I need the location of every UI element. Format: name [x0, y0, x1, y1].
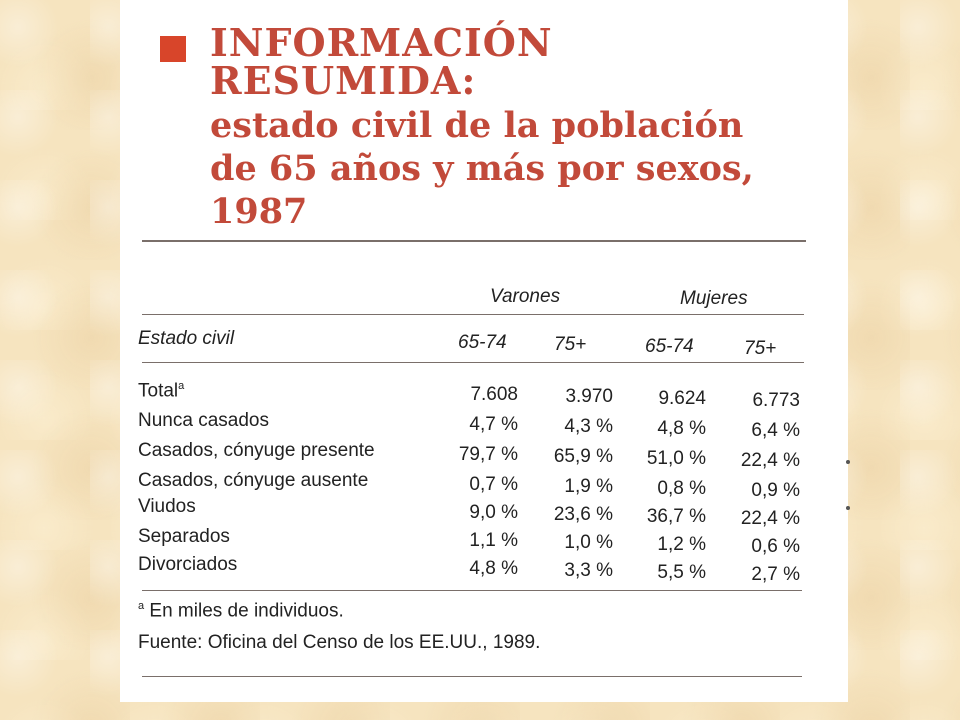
table-row-label: Casados, cónyuge ausente: [138, 470, 369, 491]
table-cell: 0,9 %: [751, 480, 800, 501]
table-row-label: Divorciados: [138, 554, 238, 575]
footnote: [138, 600, 344, 622]
table-cell: 65,9 %: [553, 446, 613, 467]
footnote-marker: a: [178, 380, 185, 392]
table-row-label: Casados, cónyuge presente: [138, 440, 375, 461]
table-cell: 5,5 %: [657, 562, 706, 583]
header-rule: [142, 314, 804, 315]
table-cell: 6,4 %: [751, 420, 800, 441]
table-cell: 7.608: [470, 384, 518, 405]
table-cell: 3,3 %: [564, 560, 613, 581]
title-line-4: 1987: [210, 191, 308, 232]
table-cell: 79,7 %: [458, 444, 518, 465]
table-cell: 2,7 %: [751, 564, 800, 585]
table-cell: 1,9 %: [564, 476, 613, 497]
table-cell: 51,0 %: [646, 448, 706, 469]
source-note: Fuente: Oficina del Censo de los EE.UU., 1989.: [138, 632, 541, 653]
sub-header-varones-65-74: 65-74: [458, 332, 507, 353]
row-header: Estado civil: [138, 328, 235, 349]
table-cell: 4,8 %: [657, 418, 706, 439]
table-cell: 22,4 %: [740, 450, 800, 471]
table-cell: 22,4 %: [740, 508, 800, 529]
square-bullet-icon: [160, 36, 186, 62]
table-cell: 36,7 %: [646, 506, 706, 527]
subheader-rule: [142, 362, 804, 363]
group-header-mujeres: Mujeres: [680, 288, 748, 309]
sub-header-mujeres-75: 75+: [744, 338, 777, 359]
title-line-1: INFORMACIÓN RESUMIDA:: [210, 20, 553, 103]
table-cell: 23,6 %: [553, 504, 613, 525]
group-header-varones: Varones: [490, 286, 561, 307]
table-cell: 0,7 %: [469, 474, 518, 495]
table-cell: 9,0 %: [469, 502, 518, 523]
table-cell: 6.773: [752, 390, 800, 411]
table-cell: 1,0 %: [564, 532, 613, 553]
page-title: [210, 20, 810, 237]
table-row-label: Nunca casados: [138, 410, 269, 431]
row-label-total: Total: [138, 380, 179, 402]
title-line-2: estado civil de la población: [210, 105, 744, 146]
table-cell: 1,1 %: [469, 530, 518, 551]
title-line-3: de 65 años y más por sexos,: [210, 148, 754, 189]
margin-dot: [846, 460, 850, 464]
table-cell: 4,7 %: [469, 414, 518, 435]
margin-dot: [846, 506, 850, 510]
table-cell: 9.624: [658, 388, 706, 409]
document-page: [120, 0, 848, 702]
table-cell: 0,8 %: [657, 478, 706, 499]
bottom-rule: [142, 590, 802, 591]
table-row-label: [138, 380, 184, 402]
table-row-label: Separados: [138, 526, 230, 547]
table-cell: 0,6 %: [751, 536, 800, 557]
table-cell: 4,3 %: [564, 416, 613, 437]
table-row-label: Viudos: [138, 496, 196, 517]
sub-header-mujeres-65-74: 65-74: [645, 336, 694, 357]
table-cell: 1,2 %: [657, 534, 706, 555]
table-cell: 4,8 %: [469, 558, 518, 579]
footnote-text: En miles de individuos.: [144, 600, 344, 622]
top-rule: [142, 240, 806, 242]
end-rule: [142, 676, 802, 677]
sub-header-varones-75: 75+: [554, 334, 587, 355]
table-cell: 3.970: [565, 386, 613, 407]
footnote-marker: a: [138, 600, 145, 612]
